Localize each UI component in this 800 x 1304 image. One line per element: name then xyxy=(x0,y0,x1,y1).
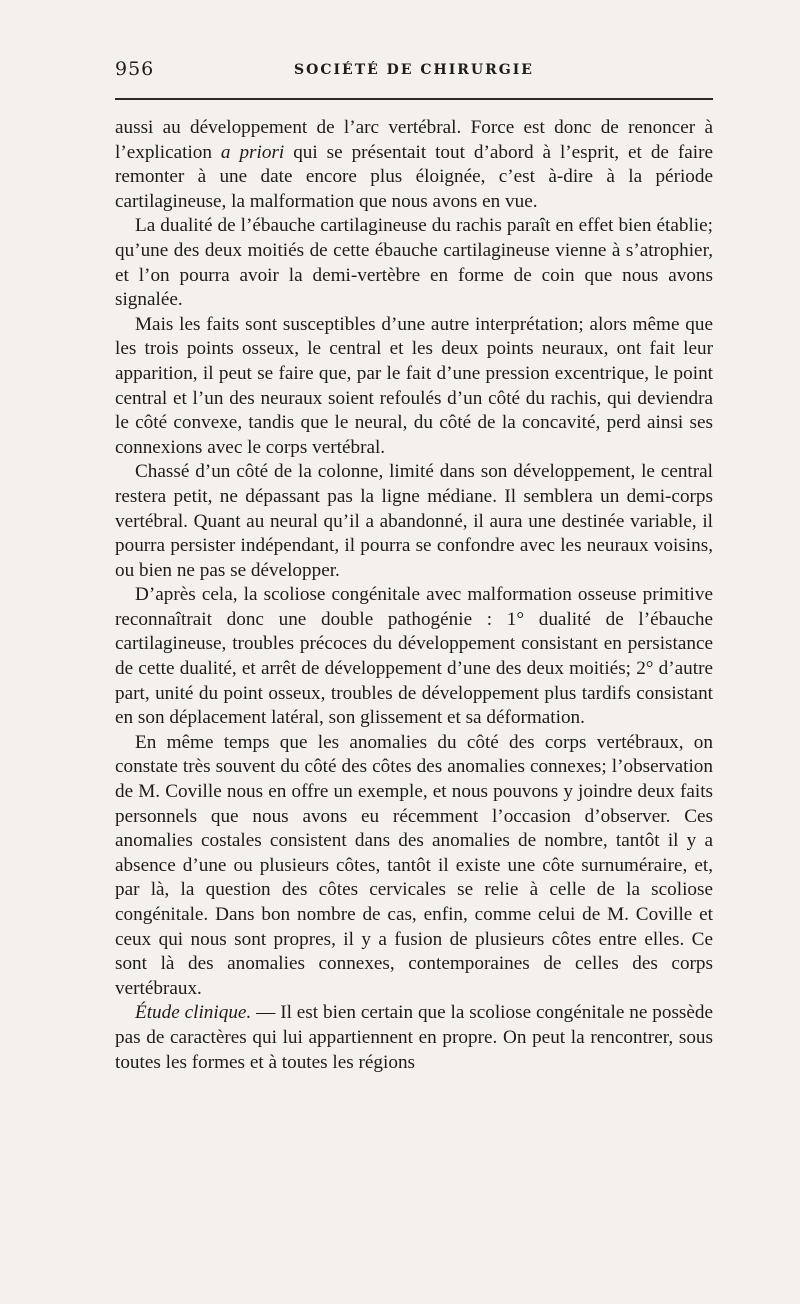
running-head: SOCIÉTÉ DE CHIRURGIE xyxy=(294,62,534,78)
paragraph-2: La dualité de l’ébauche cartilagineuse du rachis paraît en effet bien établie; qu’une des deux moitiés de cette ébauche cartilagineuse vienne à s’atrophier, et l’on pourra avoir la demi-vertèbre en forme de coin que nous avons signalée. xyxy=(115,215,713,311)
paragraph-1-text: aussi au développement de l’arc vertébral. Force est donc de renoncer à l’explication xyxy=(115,117,713,163)
paragraph-1 xyxy=(115,116,713,214)
paragraph-5: D’après cela, la scoliose congénitale avec malformation osseuse primitive reconnaîtrait donc une double pathogénie : 1° dualité de l’ébauche cartilagineuse, troubles précoces du développement consistant en persistance de cette dualité, et arrêt de développement d’une des deux moitiés; 2° d’autre part, unité du point osseux, troubles de développement plus tardifs consistant en son déplacement latéral, son glissement et sa déformation. xyxy=(115,584,713,729)
paragraph-6: En même temps que les anomalies du côté des corps vertébraux, on constate très souvent du côté des côtes des anomalies connexes; l’observation de M. Coville nous en offre un exemple, et nous pouvons y joindre deux faits personnels que nous avons eu récemment l’occasion d’observer. Ces anomalies costales consistent dans des anomalies de nombre, tantôt il y a absence d’une ou plusieurs côtes, tantôt il existe une côte surnuméraire, et, par là, la question des côtes cervicales se relie à celle de la scoliose congénitale. Dans bon nombre de cas, enfin, comme celui de M. Coville et ceux qui nous sont propres, il y a fusion de plusieurs côtes entre elles. Ce sont là des anomalies connexes, contemporaines de celles des corps vertébraux. xyxy=(115,731,713,999)
section-heading-etude-clinique: Étude clinique. xyxy=(135,1002,252,1024)
paragraph-7-text: — Il est bien certain que la scoliose congénitale ne possède pas de caractères qui lui appartiennent en propre. On peut la rencontrer, sous toutes les formes et à toutes les régions xyxy=(115,1002,714,1073)
page-header xyxy=(115,58,713,88)
paragraph-4: Chassé d’un côté de la colonne, limité dans son développement, le central restera petit, ne dépassant pas la ligne médiane. Il semblera un demi-corps vertébral. Quant au neural qu’il a abandonné, il aura une destinée variable, il pourra persister indépendant, il pourra se confondre avec les neuraux voisins, ou bien ne pas se développer. xyxy=(115,461,713,581)
italic-a-priori: a priori xyxy=(220,141,285,163)
paragraph-1-text-cont: qui se présentait tout d’abord à l’esprit, et de faire remonter à une date encore plus éloignée, c’est à-dire à la période cartilagineuse, la malformation que nous avons en vue. xyxy=(115,141,714,212)
paragraph-3: Mais les faits sont susceptibles d’une autre interprétation; alors même que les trois points osseux, le central et les deux points neuraux, ont fait leur apparition, il peut se faire que, par le fait d’une pression excentrique, le point central et l’un des neuraux soient refoulés d’un côté du rachis, qui deviendra le côté convexe, tandis que le neural, du côté de la concavité, perd ainsi ses connexions avec le corps vertébral. xyxy=(115,313,713,458)
body-text xyxy=(115,116,713,1075)
paragraph-7 xyxy=(115,1001,713,1075)
page-number: 956 xyxy=(115,58,155,80)
header-rule xyxy=(115,98,713,100)
